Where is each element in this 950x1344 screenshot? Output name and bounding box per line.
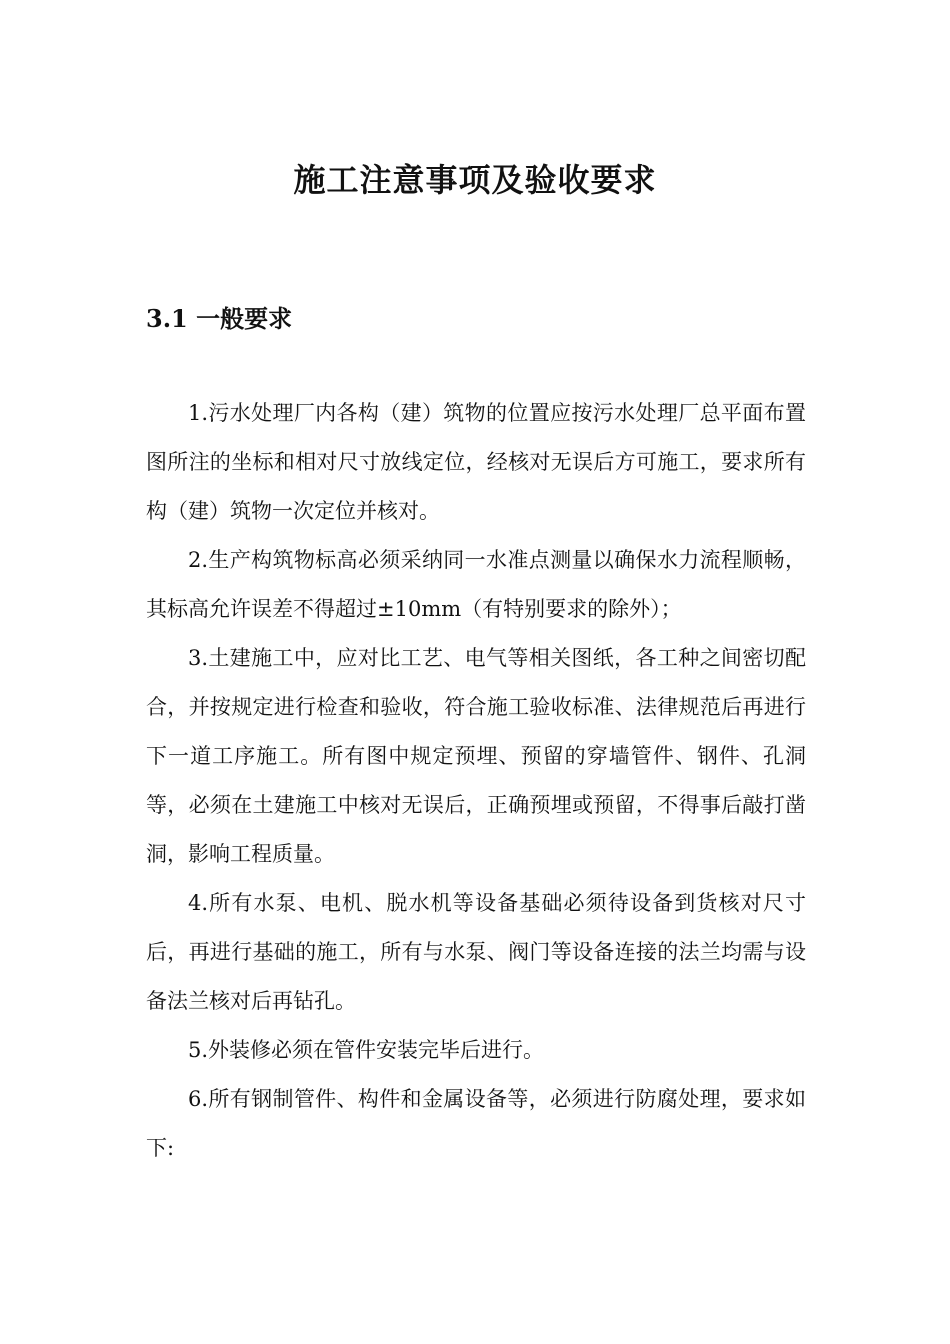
paragraph-5: 5.外装修必须在管件安装完毕后进行。 xyxy=(188,1038,545,1062)
paragraph-2: 2.生产构筑物标高必须采纳同一水准点测量以确保水力流程顺畅，其标高允许误差不得超过±10mm（有特别要求的除外）； xyxy=(146,548,806,621)
paragraph-1: 1.污水处理厂内各构（建）筑物的位置应按污水处理厂总平面布置图所注的坐标和相对尺寸放线定位，经核对无误后方可施工，要求所有构（建）筑物一次定位并核对。 xyxy=(146,401,806,523)
document-title: 施工注意事项及验收要求 xyxy=(293,161,657,199)
section-heading: 3.1 一般要求 xyxy=(146,304,293,333)
paragraph-6: 6.所有钢制管件、构件和金属设备等，必须进行防腐处理，要求如下: xyxy=(146,1087,806,1160)
paragraph-3: 3.土建施工中，应对比工艺、电气等相关图纸，各工种之间密切配合，并按规定进行检查和验收，符合施工验收标准、法律规范后再进行下一道工序施工。所有图中规定预埋、预留的穿墙管件、钢件、孔洞等，必须在土建施工中核对无误后，正确预埋或预留，不得事后敲打凿洞，影响工程质量。 xyxy=(146,646,806,866)
body-text xyxy=(146,389,806,1173)
paragraph-4: 4.所有水泵、电机、脱水机等设备基础必须待设备到货核对尺寸后，再进行基础的施工，所有与水泵、阀门等设备连接的法兰均需与设备法兰核对后再钻孔。 xyxy=(146,891,806,1013)
